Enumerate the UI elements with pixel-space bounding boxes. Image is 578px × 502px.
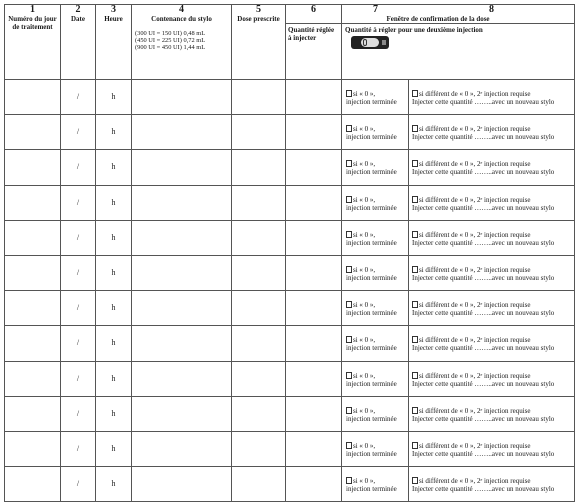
second-injection-label: si différent de « 0 », 2ᵉ injection requise <box>419 371 531 380</box>
second-injection-label: si différent de « 0 », 2ᵉ injection requise <box>419 230 531 239</box>
hour-cell[interactable] <box>96 431 132 466</box>
second-injection-instruction: Injecter cette quantité ……..avec un nouveau stylo <box>412 168 555 177</box>
dose-window-header <box>342 5 575 24</box>
injection-done-checkbox[interactable] <box>346 196 352 203</box>
injection-done-label: injection terminée <box>346 414 397 423</box>
zero-condition-label: si « 0 », <box>353 160 376 169</box>
second-injection-checkbox[interactable] <box>412 231 418 238</box>
injection-done-cell <box>342 467 409 502</box>
injection-done-label: injection terminée <box>346 485 397 494</box>
pen-capacity-300: (300 UI = 150 UI) 0,48 mL <box>135 30 206 37</box>
header-col-2-number: 2 <box>75 4 81 15</box>
zero-condition-label: si « 0 », <box>353 441 376 450</box>
set-quantity-cell[interactable] <box>286 291 342 326</box>
injection-done-cell <box>342 326 409 361</box>
injection-done-label: injection terminée <box>346 98 397 107</box>
second-injection-cell <box>409 115 575 150</box>
second-injection-label: si différent de « 0 », 2ᵉ injection requise <box>419 195 531 204</box>
injection-done-label: injection terminée <box>346 133 397 142</box>
header-col-5-label: Dose prescrite <box>237 15 280 23</box>
pen-capacity-900: (900 UI = 450 UI) 1,44 mL <box>135 43 206 51</box>
hour-marker: h <box>111 373 116 383</box>
hour-marker: h <box>111 443 116 453</box>
date-cell[interactable] <box>61 467 96 502</box>
day-number-cell[interactable] <box>5 396 61 431</box>
injection-done-cell <box>342 361 409 396</box>
second-injection-checkbox[interactable] <box>412 266 418 273</box>
second-injection-checkbox[interactable] <box>412 301 418 308</box>
injection-done-cell <box>342 220 409 255</box>
prescribed-dose-cell[interactable] <box>232 185 286 220</box>
second-injection-cell <box>409 467 575 502</box>
date-separator: / <box>76 197 80 207</box>
header-sub-6 <box>286 24 342 80</box>
second-injection-cell <box>409 291 575 326</box>
prescribed-dose-cell[interactable] <box>232 220 286 255</box>
date-cell[interactable] <box>61 115 96 150</box>
table-row <box>5 361 575 396</box>
second-injection-cell <box>409 431 575 466</box>
header-sub-6-label: Quantité réglée à injecter <box>288 26 335 42</box>
hour-cell[interactable] <box>96 467 132 502</box>
second-injection-checkbox[interactable] <box>412 407 418 414</box>
prescribed-dose-cell[interactable] <box>232 467 286 502</box>
second-injection-instruction: Injecter cette quantité ……..avec un nouveau stylo <box>412 485 555 494</box>
pen-capacity-cell[interactable] <box>132 80 232 115</box>
second-injection-instruction: Injecter cette quantité ……..avec un nouveau stylo <box>412 309 555 318</box>
pen-capacity-cell[interactable] <box>132 361 232 396</box>
day-number-cell[interactable] <box>5 326 61 361</box>
injection-done-checkbox[interactable] <box>346 442 352 449</box>
zero-condition-label: si « 0 », <box>353 195 376 204</box>
prescribed-dose-cell[interactable] <box>232 396 286 431</box>
table-row <box>5 255 575 290</box>
date-cell[interactable] <box>61 185 96 220</box>
set-quantity-cell[interactable] <box>286 467 342 502</box>
zero-condition-label: si « 0 », <box>353 230 376 239</box>
injection-done-checkbox[interactable] <box>346 336 352 343</box>
date-cell[interactable] <box>61 326 96 361</box>
header-col-7-number: 7 <box>373 4 378 15</box>
second-injection-label: si différent de « 0 », 2ᵉ injection requise <box>419 406 531 415</box>
second-injection-instruction: Injecter cette quantité ……..avec un nouveau stylo <box>412 203 555 212</box>
day-number-cell[interactable] <box>5 291 61 326</box>
second-injection-checkbox[interactable] <box>412 196 418 203</box>
second-injection-checkbox[interactable] <box>412 372 418 379</box>
pen-capacity-cell[interactable] <box>132 396 232 431</box>
table-row <box>5 431 575 466</box>
injection-done-label: injection terminée <box>346 379 397 388</box>
hour-cell[interactable] <box>96 220 132 255</box>
second-injection-cell <box>409 220 575 255</box>
second-injection-label: si différent de « 0 », 2ᵉ injection requise <box>419 441 531 450</box>
injection-done-checkbox[interactable] <box>346 160 352 167</box>
hour-cell[interactable] <box>96 361 132 396</box>
table-row <box>5 80 575 115</box>
day-number-cell[interactable] <box>5 80 61 115</box>
header-col-1 <box>5 5 61 80</box>
hour-marker: h <box>111 232 116 242</box>
second-injection-cell <box>409 80 575 115</box>
second-injection-label: si différent de « 0 », 2ᵉ injection requise <box>419 160 531 169</box>
hour-marker: h <box>111 92 116 102</box>
table-row <box>5 220 575 255</box>
second-injection-instruction: Injecter cette quantité ……..avec un nouveau stylo <box>412 449 555 458</box>
header-col-4-label: Contenance du stylo <box>151 15 212 23</box>
injection-done-checkbox[interactable] <box>346 90 352 97</box>
date-separator: / <box>76 338 80 348</box>
date-cell[interactable] <box>61 80 96 115</box>
pen-capacity-cell[interactable] <box>132 467 232 502</box>
pen-capacity-cell[interactable] <box>132 150 232 185</box>
table-row <box>5 396 575 431</box>
dose-log-table <box>4 4 575 502</box>
header-col-1-label: Numéro du jour de traitement <box>8 15 57 31</box>
injection-done-label: injection terminée <box>346 309 397 318</box>
injection-done-checkbox[interactable] <box>346 372 352 379</box>
date-separator: / <box>76 303 80 313</box>
pen-capacity-cell[interactable] <box>132 115 232 150</box>
day-number-cell[interactable] <box>5 431 61 466</box>
day-number-cell[interactable] <box>5 150 61 185</box>
day-number-cell[interactable] <box>5 467 61 502</box>
date-cell[interactable] <box>61 220 96 255</box>
date-separator: / <box>76 443 80 453</box>
second-injection-cell <box>409 361 575 396</box>
injection-done-cell <box>342 150 409 185</box>
header-col-3 <box>96 5 132 80</box>
set-quantity-cell[interactable] <box>286 115 342 150</box>
zero-condition-label: si « 0 », <box>353 371 376 380</box>
dose-log-body <box>5 80 575 502</box>
prescribed-dose-cell[interactable] <box>232 431 286 466</box>
set-quantity-cell[interactable] <box>286 431 342 466</box>
date-cell[interactable] <box>61 396 96 431</box>
injection-done-cell <box>342 115 409 150</box>
zero-condition-label: si « 0 », <box>353 266 376 275</box>
hour-marker: h <box>111 338 116 348</box>
day-number-cell[interactable] <box>5 361 61 396</box>
second-injection-instruction: Injecter cette quantité ……..avec un nouveau stylo <box>412 379 555 388</box>
hour-marker: h <box>111 268 116 278</box>
date-cell[interactable] <box>61 361 96 396</box>
injection-done-cell <box>342 431 409 466</box>
injection-done-label: injection terminée <box>346 449 397 458</box>
hour-cell[interactable] <box>96 150 132 185</box>
set-quantity-cell[interactable] <box>286 185 342 220</box>
header-col-4 <box>132 5 232 80</box>
date-separator: / <box>76 479 80 489</box>
second-injection-checkbox[interactable] <box>412 125 418 132</box>
second-injection-label: si différent de « 0 », 2ᵉ injection requise <box>419 90 531 99</box>
set-quantity-cell[interactable] <box>286 80 342 115</box>
second-injection-instruction: Injecter cette quantité ……..avec un nouveau stylo <box>412 238 555 247</box>
second-injection-cell <box>409 150 575 185</box>
prescribed-dose-cell[interactable] <box>232 115 286 150</box>
second-injection-instruction: Injecter cette quantité ……..avec un nouveau stylo <box>412 414 555 423</box>
header-col-3-label: Heure <box>104 15 123 23</box>
second-injection-checkbox[interactable] <box>412 160 418 167</box>
second-injection-checkbox[interactable] <box>412 90 418 97</box>
second-injection-cell <box>409 326 575 361</box>
injection-done-label: injection terminée <box>346 238 397 247</box>
date-separator: / <box>76 268 80 278</box>
hour-marker: h <box>111 127 116 137</box>
injection-done-checkbox[interactable] <box>346 125 352 132</box>
hour-marker: h <box>111 408 116 418</box>
prescribed-dose-cell[interactable] <box>232 80 286 115</box>
date-separator: / <box>76 373 80 383</box>
second-injection-label: si différent de « 0 », 2ᵉ injection requise <box>419 336 531 345</box>
zero-condition-label: si « 0 », <box>353 406 376 415</box>
hour-cell[interactable] <box>96 326 132 361</box>
hour-marker: h <box>111 162 116 172</box>
hour-cell[interactable] <box>96 396 132 431</box>
header-col-6-number: 6 <box>311 4 316 15</box>
pen-capacity-cell[interactable] <box>132 431 232 466</box>
pen-capacity-cell[interactable] <box>132 255 232 290</box>
date-cell[interactable] <box>61 291 96 326</box>
day-number-cell[interactable] <box>5 255 61 290</box>
date-separator: / <box>76 408 80 418</box>
day-number-cell[interactable] <box>5 185 61 220</box>
header-col-6 <box>286 5 342 24</box>
table-row <box>5 467 575 502</box>
hour-marker: h <box>111 479 116 489</box>
injection-done-cell <box>342 291 409 326</box>
second-injection-label: si différent de « 0 », 2ᵉ injection requise <box>419 301 531 310</box>
pen-capacity-450: (450 UI = 225 UI) 0,72 mL <box>135 36 206 44</box>
table-row <box>5 185 575 220</box>
injection-done-checkbox[interactable] <box>346 477 352 484</box>
zero-condition-label: si « 0 », <box>353 301 376 310</box>
header-col-5 <box>232 5 286 80</box>
header-col-2-label: Date <box>71 15 85 23</box>
second-injection-cell <box>409 255 575 290</box>
second-injection-instruction: Injecter cette quantité ……..avec un nouveau stylo <box>412 274 555 283</box>
table-row <box>5 115 575 150</box>
table-row <box>5 150 575 185</box>
second-injection-cell <box>409 185 575 220</box>
pen-dose-window-icon <box>351 36 389 49</box>
hour-cell[interactable] <box>96 255 132 290</box>
date-separator: / <box>76 162 80 172</box>
prescribed-dose-cell[interactable] <box>232 291 286 326</box>
table-row <box>5 326 575 361</box>
injection-done-label: injection terminée <box>346 344 397 353</box>
date-cell[interactable] <box>61 255 96 290</box>
table-row <box>5 291 575 326</box>
injection-done-checkbox[interactable] <box>346 231 352 238</box>
set-quantity-cell[interactable] <box>286 396 342 431</box>
injection-done-label: injection terminée <box>346 203 397 212</box>
set-quantity-cell[interactable] <box>286 255 342 290</box>
set-quantity-cell[interactable] <box>286 220 342 255</box>
hour-cell[interactable] <box>96 115 132 150</box>
zero-condition-label: si « 0 », <box>353 90 376 99</box>
pen-capacity-cell[interactable] <box>132 220 232 255</box>
date-cell[interactable] <box>61 150 96 185</box>
pen-capacity-cell[interactable] <box>132 326 232 361</box>
zero-condition-label: si « 0 », <box>353 477 376 486</box>
prescribed-dose-cell[interactable] <box>232 255 286 290</box>
hour-cell[interactable] <box>96 291 132 326</box>
header-col-3-number: 3 <box>111 4 116 15</box>
second-injection-instruction: Injecter cette quantité ……..avec un nouveau stylo <box>412 98 555 107</box>
injection-done-cell <box>342 396 409 431</box>
injection-done-label: injection terminée <box>346 168 397 177</box>
second-injection-checkbox[interactable] <box>412 442 418 449</box>
header-col-1-number: 1 <box>30 4 35 15</box>
second-injection-label: si différent de « 0 », 2ᵉ injection requise <box>419 477 531 486</box>
header-col-5-number: 5 <box>256 4 261 15</box>
second-injection-cell <box>409 396 575 431</box>
set-quantity-cell[interactable] <box>286 150 342 185</box>
date-separator: / <box>76 127 80 137</box>
hour-marker: h <box>111 303 116 313</box>
date-separator: / <box>76 92 80 102</box>
second-injection-label: si différent de « 0 », 2ᵉ injection requise <box>419 266 531 275</box>
set-quantity-cell[interactable] <box>286 326 342 361</box>
header-col-4-number: 4 <box>179 4 184 15</box>
zero-condition-label: si « 0 », <box>353 125 376 134</box>
dose-window-title: Fenêtre de confirmation de la dose <box>386 15 490 23</box>
day-number-cell[interactable] <box>5 115 61 150</box>
set-quantity-cell[interactable] <box>286 361 342 396</box>
date-separator: / <box>76 232 80 242</box>
injection-done-checkbox[interactable] <box>346 301 352 308</box>
header-sub-7-8 <box>342 24 575 80</box>
injection-done-cell <box>342 80 409 115</box>
prescribed-dose-cell[interactable] <box>232 361 286 396</box>
injection-done-label: injection terminée <box>346 274 397 283</box>
prescribed-dose-cell[interactable] <box>232 326 286 361</box>
second-injection-label: si différent de « 0 », 2ᵉ injection requise <box>419 125 531 134</box>
second-injection-instruction: Injecter cette quantité ……..avec un nouveau stylo <box>412 344 555 353</box>
prescribed-dose-cell[interactable] <box>232 150 286 185</box>
second-injection-checkbox[interactable] <box>412 477 418 484</box>
header-sub-7-8-label: Quantité à régler pour une deuxième injection <box>345 26 483 34</box>
hour-marker: h <box>111 197 116 207</box>
pen-capacity-cell[interactable] <box>132 185 232 220</box>
injection-done-cell <box>342 255 409 290</box>
zero-condition-label: si « 0 », <box>353 336 376 345</box>
injection-done-cell <box>342 185 409 220</box>
day-number-cell[interactable] <box>5 220 61 255</box>
second-injection-checkbox[interactable] <box>412 336 418 343</box>
injection-done-checkbox[interactable] <box>346 407 352 414</box>
hour-cell[interactable] <box>96 185 132 220</box>
second-injection-instruction: Injecter cette quantité ……..avec un nouveau stylo <box>412 133 555 142</box>
header-col-2 <box>61 5 96 80</box>
date-cell[interactable] <box>61 431 96 466</box>
header-col-8-number: 8 <box>489 4 494 15</box>
pen-capacity-cell[interactable] <box>132 291 232 326</box>
hour-cell[interactable] <box>96 80 132 115</box>
injection-done-checkbox[interactable] <box>346 266 352 273</box>
